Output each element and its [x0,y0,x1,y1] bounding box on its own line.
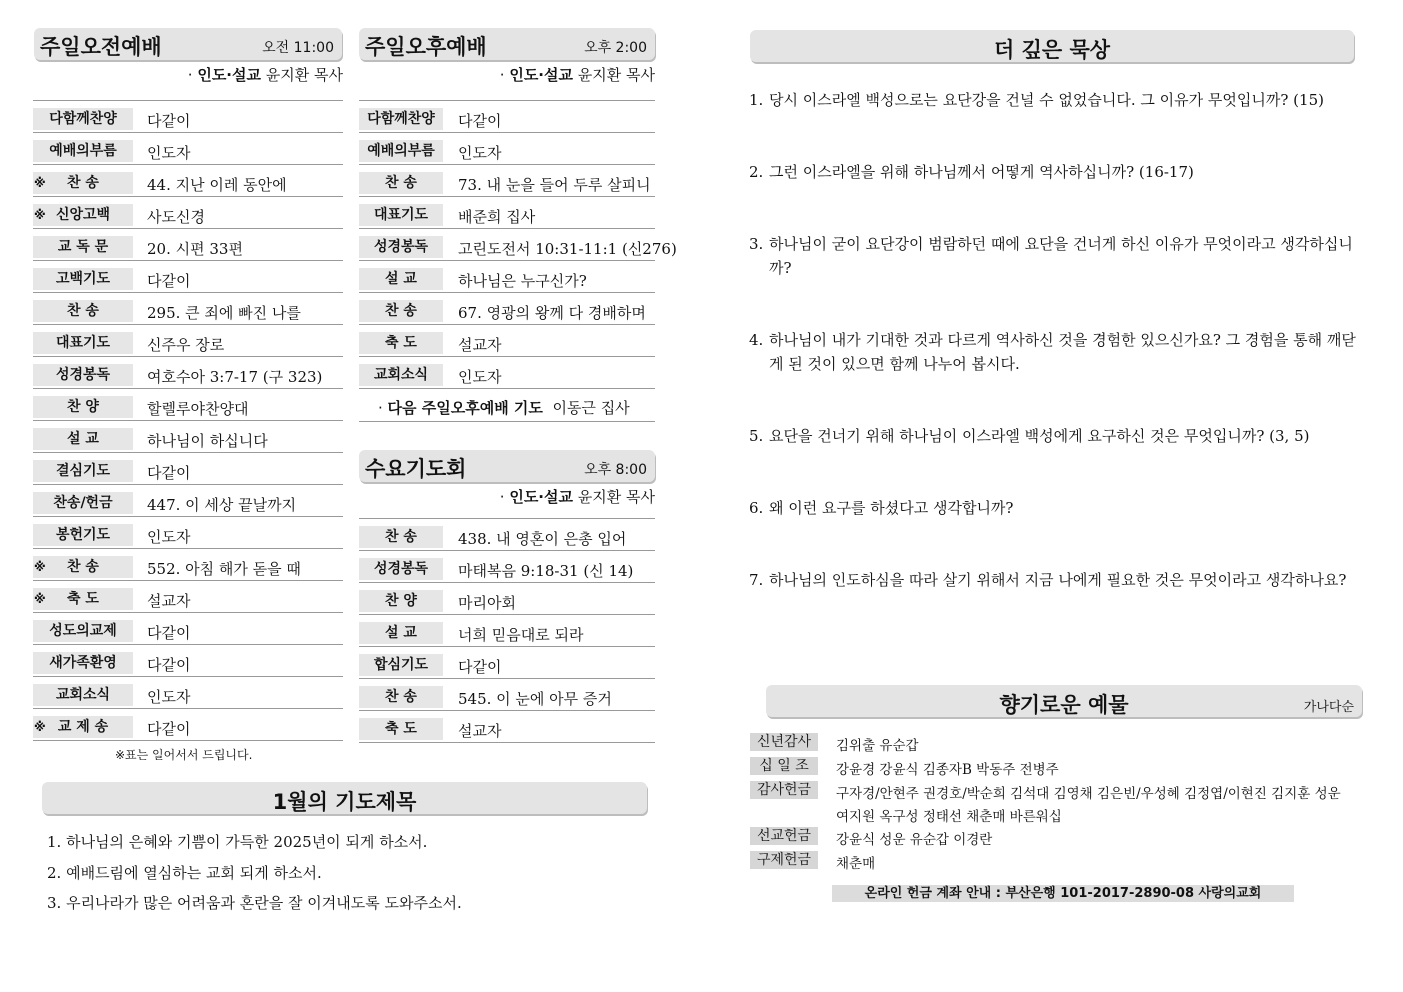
meditation-header [750,30,1354,62]
order-label [359,526,443,548]
order-label-text: 찬 송 [385,529,417,545]
order-label [359,364,443,386]
wednesday-service-time: 오후 8:00 [584,462,647,478]
order-label-text: 찬 송 [67,559,99,575]
order-label [33,716,133,738]
order-value: 다같이 [458,658,502,676]
standing-note: ※표는 일어서서 드립니다. [115,748,253,762]
question-number: 4. [749,331,764,349]
order-label [33,300,133,322]
order-value: 인도자 [147,144,191,162]
question-text: 요단을 건너기 위해 하나님이 이스라엘 백성에게 요구하신 것은 무엇입니까? (3, 5) [769,427,1310,445]
order-row [359,293,655,325]
order-value: 너희 믿음대로 되라 [458,626,584,644]
order-row [33,101,343,133]
order-value: 545. 이 눈에 아무 증거 [458,690,612,708]
order-value: 다같이 [147,720,191,738]
order-label-text: 설 교 [67,431,99,447]
order-label [359,718,443,740]
afternoon-leader: · 인도·설교 윤지환 목사 [499,66,655,84]
order-row [359,261,655,293]
order-label-text: 축 도 [385,721,417,737]
order-label-text: 합심기도 [373,657,429,673]
question-number: 3. [749,235,764,253]
order-row [359,197,655,229]
order-label-text: 다함께찬양 [49,111,117,127]
order-label [33,332,133,354]
offerings-header [766,685,1362,717]
order-row [33,389,343,421]
offering-label: 감사헌금 [750,781,818,799]
online-offering-account: 온라인 헌금 계좌 안내 : 부산은행 101-2017-2890-08 사랑의교회 [832,885,1294,902]
order-label [33,268,133,290]
order-value: 하나님이 하십니다 [147,432,268,450]
meditation-question [749,496,1359,520]
order-row [33,645,343,677]
order-row [33,453,343,485]
offering-label: 신년감사 [750,733,818,751]
order-label [33,620,133,642]
order-row [33,229,343,261]
order-value: 다같이 [147,624,191,642]
afternoon-service-title: 주일오후예배 [365,35,487,59]
order-value: 사도신경 [147,208,205,226]
offering-label: 구제헌금 [750,851,818,869]
order-value: 신주우 장로 [147,336,225,354]
order-value: 552. 아침 해가 돋을 때 [147,560,301,578]
order-row [33,421,343,453]
offering-names: 여지원 옥구성 정태선 채춘매 바른워십 [836,809,1062,825]
order-row [359,357,655,389]
order-row [33,325,343,357]
leader-role: 인도·설교 [509,488,573,506]
order-label-text: 교회소식 [55,687,111,703]
wednesday-leader: · 인도·설교 윤지환 목사 [499,488,655,506]
leader-name: 윤지환 목사 [577,488,655,506]
order-row [33,613,343,645]
order-label [33,236,133,258]
order-label-text: 찬 송 [385,303,417,319]
offering-names: 강윤식 성운 유순갑 이경란 [836,832,993,848]
offering-names: 구자경/안현주 권경호/박순희 김석대 김영채 김은빈/우성혜 김정엽/이현진 김지훈 성운 [836,786,1341,802]
order-value: 배준희 집사 [458,208,536,226]
order-label-text: 찬 양 [67,399,99,415]
morning-service-title: 주일오전예배 [40,35,162,59]
morning-service-time: 오전 11:00 [262,40,334,56]
order-value: 인도자 [458,368,502,386]
order-row [33,261,343,293]
order-value: 설교자 [147,592,191,610]
question-text: 하나님이 굳이 요단강이 범람하던 때에 요단을 건너게 하신 이유가 무엇이라고 생각하십니까? [769,235,1353,277]
question-text: 당시 이스라엘 백성으로는 요단강을 건널 수 없었습니다. 그 이유가 무엇입니까? (15) [769,91,1324,109]
meditation-question [749,568,1359,592]
order-label-text: 신앙고백 [55,207,111,223]
prayer-topics-header [42,782,647,814]
order-label [359,108,443,130]
meditation-question [749,424,1359,448]
morning-order-table [33,100,343,741]
question-number: 7. [749,571,764,589]
order-label-text: 성경봉독 [373,239,429,255]
order-label-text: 고백기도 [55,271,111,287]
standing-mark: ※ [34,176,46,190]
order-value: 마태복음 9:18-31 (신 14) [458,562,634,580]
next-afternoon-prayer: · 다음 주일오후예배 기도 이동근 집사 [378,399,630,417]
order-row [359,101,655,133]
order-label-text: 찬 송 [385,689,417,705]
standing-mark: ※ [34,560,46,574]
order-row [33,549,343,581]
order-label-text: 설 교 [385,625,417,641]
order-label [359,300,443,322]
order-label [33,108,133,130]
order-label-text: 교 제 송 [57,719,109,735]
order-row [359,711,655,743]
question-number: 1. [749,91,764,109]
order-label [359,590,443,612]
order-value: 438. 내 영혼이 은총 입어 [458,530,627,548]
order-row [33,709,343,741]
order-label [359,332,443,354]
afternoon-order-table [359,100,677,389]
order-label-text: 축 도 [67,591,99,607]
standing-mark: ※ [34,720,46,734]
order-label [33,396,133,418]
order-label-text: 성경봉독 [373,561,429,577]
wednesday-order-table [359,518,655,743]
order-label [359,172,443,194]
meditation-question [749,88,1359,112]
wednesday-service-title: 수요기도회 [365,457,467,481]
order-label [33,172,133,194]
leader-name: 윤지환 목사 [265,66,343,84]
order-row [33,293,343,325]
meditation-title: 더 깊은 묵상 [993,38,1111,62]
offering-names: 강윤경 강윤식 김종자B 박동주 전병주 [836,762,1059,778]
order-label-text: 설 교 [385,271,417,287]
order-label-text: 결심기도 [55,463,111,479]
order-value: 73. 내 눈을 들어 두루 살피니 [458,176,651,194]
order-label [33,524,133,546]
question-text: 왜 이런 요구를 하셨다고 생각합니까? [769,499,1014,517]
order-value: 하나님은 누구신가? [458,272,587,290]
question-text: 하나님의 인도하심을 따라 살기 위해서 지금 나에게 필요한 것은 무엇이라고 생각하나요? [769,571,1347,589]
order-value: 여호수아 3:7-17 (구 323) [147,368,323,386]
order-label [33,364,133,386]
order-row [33,133,343,165]
order-label [33,588,133,610]
order-value: 고린도전서 10:31-11:1 (신276) [458,240,677,258]
order-label-text: 찬 양 [385,593,417,609]
order-value: 설교자 [458,722,502,740]
question-number: 2. [749,163,764,181]
order-label-text: 찬 송 [385,175,417,191]
order-row [359,133,655,165]
order-row [359,229,677,261]
meditation-question [749,160,1359,184]
order-label [359,654,443,676]
order-value: 67. 영광의 왕께 다 경배하며 [458,304,646,322]
morning-leader: · 인도·설교 윤지환 목사 [187,66,343,84]
order-label [359,268,443,290]
order-row [33,357,343,389]
order-label [33,140,133,162]
order-label-text: 대표기도 [55,335,111,351]
order-value: 44. 지난 이레 동안에 [147,176,287,194]
order-value: 447. 이 세상 끝날까지 [147,496,297,514]
standing-mark: ※ [34,208,46,222]
order-label [359,140,443,162]
offerings-title: 향기로운 예물 [999,693,1129,717]
order-row [359,679,655,711]
order-row [359,325,655,357]
order-label [33,556,133,578]
order-label-text: 찬 송 [67,175,99,191]
order-row [33,517,343,549]
order-row [33,677,343,709]
order-label-text: 찬 송 [67,303,99,319]
prayer-topic-item: 1. 하나님의 은혜와 기쁨이 가득한 2025년이 되게 하소서. [47,833,428,851]
order-value: 다같이 [147,272,191,290]
next-prayer-label: 다음 주일오후예배 기도 [387,399,543,417]
order-row [33,197,343,229]
prayer-topic-item: 2. 예배드림에 열심하는 교회 되게 하소서. [47,864,322,882]
afternoon-service-header [359,28,655,60]
order-value: 다같이 [458,112,502,130]
order-label [359,204,443,226]
order-row [33,485,343,517]
meditation-question [749,328,1359,376]
morning-service-header [34,28,342,60]
order-label-text: 봉헌기도 [55,527,111,543]
order-label-text: 새가족환영 [49,655,117,671]
order-label-text: 다함께찬양 [367,111,435,127]
order-row [33,165,343,197]
offering-names: 김위출 유순갑 [836,738,919,754]
order-label-text: 예배의부름 [367,143,435,159]
order-label [33,684,133,706]
order-value: 마리아회 [458,594,516,612]
wednesday-service-header [359,450,655,482]
order-value: 20. 시편 33편 [147,240,243,258]
offering-label: 십 일 조 [750,757,818,775]
order-label [359,236,443,258]
order-label-text: 축 도 [385,335,417,351]
order-label [33,460,133,482]
order-value: 인도자 [147,528,191,546]
question-number: 5. [749,427,764,445]
order-label-text: 교회소식 [373,367,429,383]
standing-mark: ※ [34,592,46,606]
afternoon-bottom-rule [359,421,655,422]
order-value: 인도자 [458,144,502,162]
order-row [359,583,655,615]
order-value: 설교자 [458,336,502,354]
order-label-text: 대표기도 [373,207,429,223]
order-label [33,652,133,674]
order-label-text: 찬송/헌금 [53,495,113,511]
leader-role: 인도·설교 [197,66,261,84]
question-number: 6. [749,499,764,517]
order-row [359,165,655,197]
prayer-topic-item: 3. 우리나라가 많은 어려움과 혼란을 잘 이겨내도록 도와주소서. [47,894,462,912]
order-value: 다같이 [147,464,191,482]
order-value: 295. 큰 죄에 빠진 나를 [147,304,301,322]
order-value: 다같이 [147,656,191,674]
order-label [33,428,133,450]
order-value: 다같이 [147,112,191,130]
order-row [359,615,655,647]
order-label [359,686,443,708]
order-label [33,492,133,514]
order-label-text: 예배의부름 [49,143,117,159]
order-row [359,551,655,583]
order-label-text: 성경봉독 [55,367,111,383]
order-label [33,204,133,226]
order-value: 인도자 [147,688,191,706]
order-label [359,622,443,644]
leader-name: 윤지환 목사 [577,66,655,84]
order-label-text: 교 독 문 [57,239,109,255]
leader-role: 인도·설교 [509,66,573,84]
order-row [359,647,655,679]
order-row [359,519,655,551]
order-row [33,581,343,613]
meditation-question [749,232,1359,280]
next-prayer-name: 이동근 집사 [552,399,630,417]
offering-label: 선교헌금 [750,827,818,845]
afternoon-service-time: 오후 2:00 [584,40,647,56]
order-label [359,558,443,580]
question-text: 하나님이 내가 기대한 것과 다르게 역사하신 것을 경험한 있으신가요? 그 경험을 통해 깨닫게 된 것이 있으면 함께 나누어 봅시다. [769,331,1356,373]
offering-names: 채춘매 [836,856,876,872]
prayer-topics-title: 1월의 기도제목 [272,790,417,814]
order-label-text: 성도의교제 [49,623,117,639]
question-text: 그런 이스라엘을 위해 하나님께서 어떻게 역사하십니까? (16-17) [769,163,1194,181]
offerings-sort-note: 가나다순 [1303,700,1354,715]
order-value: 할렐루야찬양대 [147,400,249,418]
